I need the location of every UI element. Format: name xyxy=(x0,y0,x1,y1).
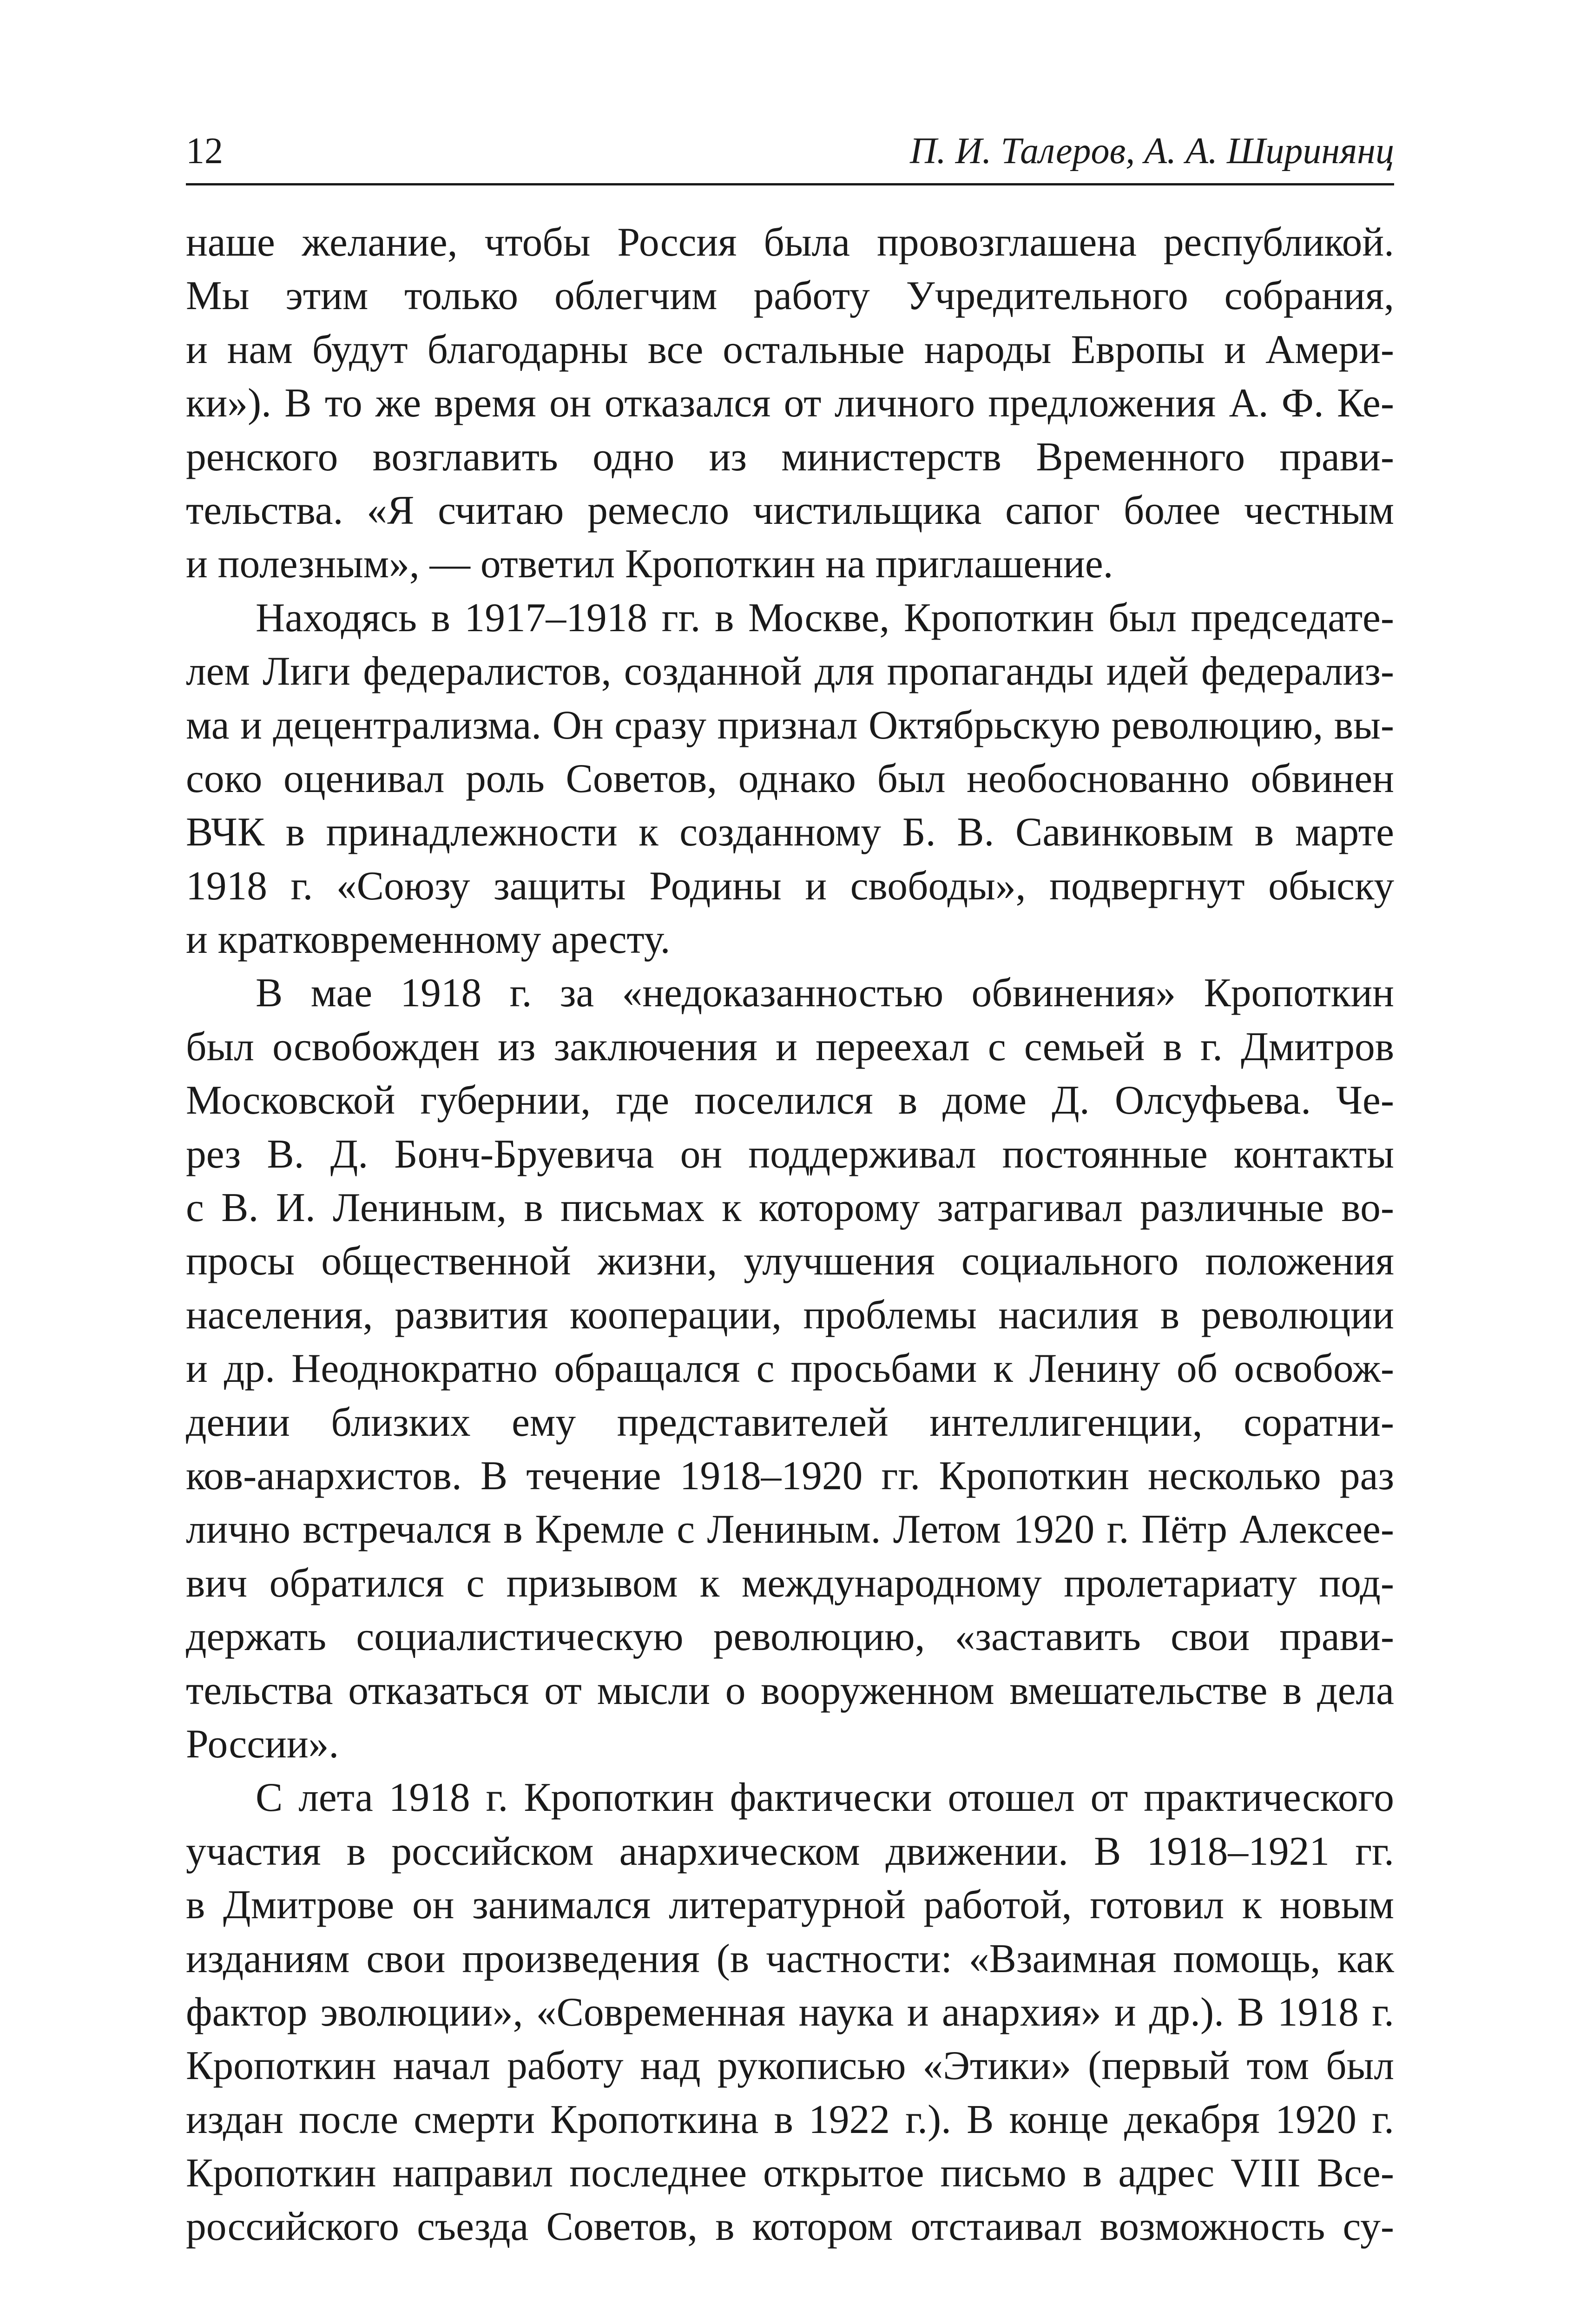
text-line: и нам будут благодарны все остальные народы Европы и Амери- xyxy=(186,326,1394,372)
text-line: ВЧК в принадлежности к созданному Б. В. Савинковым в марте xyxy=(186,809,1394,855)
text-line: 1918 г. «Союзу защиты Родины и свободы», подвергнут обыску xyxy=(186,863,1394,908)
text-line: рез В. Д. Бонч-Бруевича он поддерживал постоянные контакты xyxy=(186,1131,1394,1176)
text-line: ренского возглавить одно из министерств Временного прави- xyxy=(186,434,1394,479)
text-line: издан после смерти Кропоткина в 1922 г.). В конце декабря 1920 г. xyxy=(186,2096,1394,2142)
text-line: и полезным», — ответил Кропоткин на приглашение. xyxy=(186,541,1113,587)
text-line: тельства отказаться от мысли о вооруженном вмешательстве в дела xyxy=(186,1667,1394,1713)
text-line: наше желание, чтобы Россия была провозглашена республикой. xyxy=(186,219,1394,264)
text-line: Кропоткин начал работу над рукописью «Этики» (первый том был xyxy=(186,2043,1394,2088)
book-page xyxy=(186,125,1394,2253)
page-number: 12 xyxy=(186,131,223,172)
text-line: лем Лиги федералистов, созданной для пропаганды идей федерализ- xyxy=(186,648,1394,694)
text-line: Находясь в 1917–1918 гг. в Москве, Кропоткин был председате- xyxy=(256,594,1394,640)
text-line: просы общественной жизни, улучшения социального положения xyxy=(186,1238,1394,1284)
text-line: дении близких ему представителей интеллигенции, соратни- xyxy=(186,1399,1394,1445)
text-line: тельства. «Я считаю ремесло чистильщика сапог более честным xyxy=(186,487,1394,533)
text-line: участия в российском анархическом движении. В 1918–1921 гг. xyxy=(186,1828,1394,1874)
text-line: в Дмитрове он занимался литературной работой, готовил к новым xyxy=(186,1882,1394,1928)
text-line: населения, развития кооперации, проблемы насилия в революции xyxy=(186,1292,1394,1337)
text-line: Московской губернии, где поселился в доме Д. Олсуфьева. Че- xyxy=(186,1077,1394,1123)
text-line: и кратковременному аресту. xyxy=(186,917,671,962)
paragraph xyxy=(186,215,1394,591)
paragraph xyxy=(186,591,1394,966)
text-line: Мы этим только облегчим работу Учредительного собрания, xyxy=(186,273,1394,318)
text-line: ков-анархистов. В течение 1918–1920 гг. Кропоткин несколько раз xyxy=(186,1452,1394,1498)
running-head-authors: П. И. Талеров, А. А. Ширинянц xyxy=(910,131,1394,172)
text-line: держать социалистическую революцию, «заставить свои прави- xyxy=(186,1614,1394,1659)
text-line: фактор эволюции», «Современная наука и анархия» и др.). В 1918 г. xyxy=(186,1989,1394,2034)
text-line: ки»). В то же время он отказался от личного предложения А. Ф. Ке- xyxy=(186,380,1394,426)
text-line: российского съезда Советов, в котором отстаивал возможность су- xyxy=(186,2204,1394,2249)
body-text xyxy=(186,215,1394,2253)
text-line: был освобожден из заключения и переехал с семьей в г. Дмитров xyxy=(186,1023,1394,1069)
text-line: соко оценивал роль Советов, однако был необоснованно обвинен xyxy=(186,755,1394,801)
text-line: Кропоткин направил последнее открытое письмо в адрес VIII Все- xyxy=(186,2150,1394,2196)
paragraph xyxy=(186,1770,1394,2253)
text-line: изданиям свои произведения (в частности: «Взаимная помощь, как xyxy=(186,1935,1394,1981)
text-line: В мае 1918 г. за «недоказанностью обвинения» Кропоткин xyxy=(256,970,1394,1016)
text-line: лично встречался в Кремле с Лениным. Летом 1920 г. Пётр Алексее- xyxy=(186,1506,1394,1552)
running-head xyxy=(186,125,1394,185)
paragraph xyxy=(186,966,1394,1770)
text-line: вич обратился с призывом к международному пролетариату под- xyxy=(186,1560,1394,1605)
text-line: ма и децентрализма. Он сразу признал Октябрьскую революцию, вы- xyxy=(186,702,1394,747)
text-line: России». xyxy=(186,1721,339,1766)
text-line: с В. И. Лениным, в письмах к которому затрагивал различные во- xyxy=(186,1185,1394,1230)
text-line: и др. Неоднократно обращался с просьбами к Ленину об освобож- xyxy=(186,1346,1394,1391)
text-line: С лета 1918 г. Кропоткин фактически отошел от практического xyxy=(256,1775,1394,1820)
